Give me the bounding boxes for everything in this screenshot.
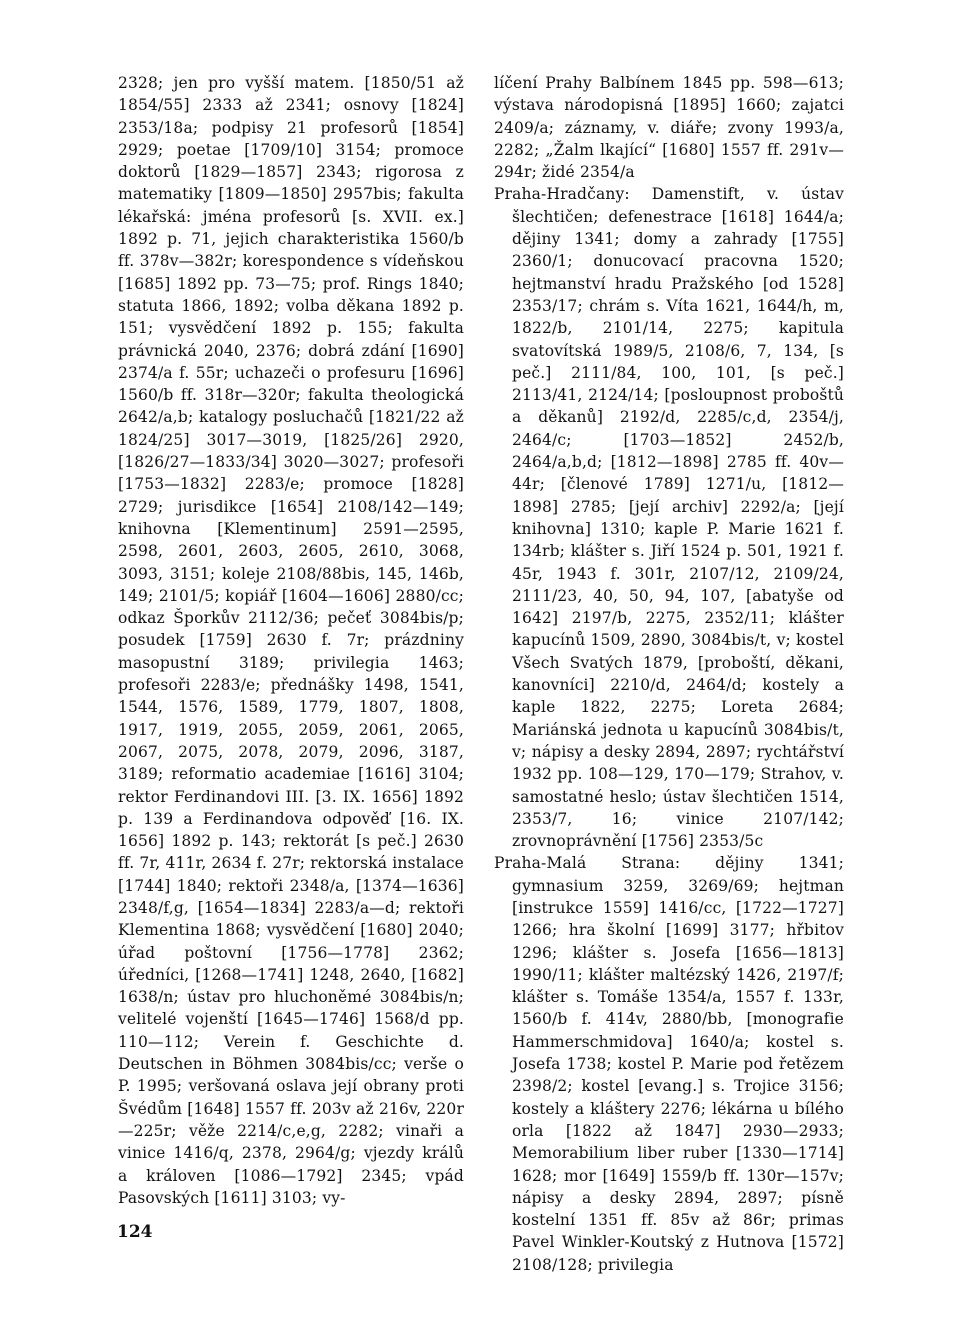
index-paragraph: líčení Prahy Balbínem 1845 pp. 598—613; výstava národopisná [1895] 1660; zajatci 2409/a; záznamy, v. diáře; zvony 1993/a, 2282; „Žalm lkající“ [1680] 1557 ff. 291v—294r; židé 2354/a [494, 74, 844, 182]
index-entry-mala-strana: Praha-Malá Strana: dějiny 1341; gymnasium 3259, 3269/69; hejtman [instrukce 1559] 1416/cc, [1722—1727] 1266; hra školní [1699] 3177; hřbitov 1296; klášter s. Josefa [1656—1813] 1990/11; klášter maltézský 1426, 2197/f; klášter s. Tomáše 1354/a, 1557 f. 133r, 1560/b f. 414v, 2880/bb, [monografie Hammerschmidova] 1640/a; kostel s. Josefa 1738; kostel P. Marie pod řetězem 2398/2; kostel [evang.] s. Trojice 3156; kostely a kláštery 2276; lékárna u bílého orla [1822 až 1847] 2930—2933; Memorabilium liber ruber [1330—1714] 1628; mor [1649] 1559/b ff. 130r—157v; nápisy a desky 2894, 2897; písně kostelní 1351 ff. 85v až 86r; primas Pavel Winkler-Koutský z Hutnova [1572] 2108/128; privilegia [494, 854, 844, 1274]
page-number: 124 [117, 1222, 153, 1242]
left-column [118, 72, 464, 1209]
right-column [494, 72, 844, 1276]
index-entry-hradcany: Praha-Hradčany: Damenstift, v. ústav šlechtičen; defenestrace [1618] 1644/a; dějiny 1341; domy a zahrady [1755] 2360/1; donucovací pracovna 1520; hejtmanství hradu Pražského [od 1528] 2353/17; chrám s. Víta 1621, 1644/h, m, 1822/b, 2101/14, 2275; kapitula svatovítská 1989/5, 2108/6, 7, 134, [s peč.] 2111/84, 100, 101, [s peč.] 2113/41, 2124/14; [posloupnost proboštů a děkanů] 2192/d, 2285/c,d, 2354/j, 2464/c; [1703—1852] 2452/b, 2464/a,b,d; [1812—1898] 2785 ff. 40v—44r; [členové 1789] 1271/u, [1812—1898] 2785; [její archiv] 2292/a; [její knihovna] 1310; kaple P. Marie 1621 f. 134rb; klášter s. Jiří 1524 p. 501, 1921 f. 45r, 1943 f. 301r, 2107/12, 2109/24, 2111/23, 40, 50, 94, 107, [abatyše od 1642] 2197/b, 2275, 2352/11; klášter kapucínů 1509, 2890, 3084bis/t, v; kostel Všech Svatých 1879, [proboští, děkani, kanovníci] 2210/d, 2464/d; kostely a kaple 1822, 2275; Loreta 2684; Mariánská jednota u kapucínů 3084bis/t, v; nápisy a desky 2894, 2897; rychtářství 1932 pp. 108—129, 170—179; Strahov, v. samostatné heslo; ústav šlechtičen 1514, 2353/7, 16; vinice 2107/142; zrovnoprávnění [1756] 2353/5c [494, 185, 844, 851]
index-paragraph: 2328; jen pro vyšší matem. [1850/51 až 1854/55] 2333 až 2341; osnovy [1824] 2353/18a; podpisy 21 profesorů [1854] 2929; poetae [1709/10] 3154; promoce doktorů [1829—1857] 2343; rigorosa z matematiky [1809—1850] 2957bis; fakulta lékařská: jména profesorů [s. XVII. ex.] 1892 p. 71, jejich charakteristika 1560/b ff. 378v—382r; korespondence s vídeňskou [1685] 1892 pp. 73—75; prof. Rings 1840; statuta 1866, 1892; volba děkana 1892 p. 151; vysvědčení 1892 p. 155; fakulta právnická 2040, 2376; dobrá zdání [1690] 2374/a f. 55r; uchazeči o profesuru [1696] 1560/b ff. 318r—320r; fakulta theologická 2642/a,b; katalogy posluchačů [1821/22 až 1824/25] 3017—3019, [1825/26] 2920, [1826/27—1833/34] 3020—3027; profesoři [1753—1832] 2283/e; promoce [1828] 2729; jurisdikce [1654] 2108/142—149; knihovna [Klementinum] 2591—2595, 2598, 2601, 2603, 2605, 2610, 3068, 3093, 3151; koleje 2108/88bis, 145, 146b, 149; 2101/5; kopiář [1604—1606] 2880/cc; odkaz Šporkův 2112/36; pečeť 3084bis/p; posudek [1759] 2630 f. 7r; prázdniny masopustní 3189; privilegia 1463; profesoři 2283/e; přednášky 1498, 1541, 1544, 1576, 1589, 1779, 1807, 1808, 1917, 1919, 2055, 2059, 2061, 2065, 2067, 2075, 2078, 2079, 2096, 3187, 3189; reformatio academiae [1616] 3104; rektor Ferdinandovi III. [3. IX. 1656] 1892 p. 139 a Ferdinandova odpověď [16. IX. 1656] 1892 p. 143; rektorát [s peč.] 2630 ff. 7r, 411r, 2634 f. 27r; rektorská instalace [1744] 1840; rektoři 2348/a, [1374—1636] 2348/f,g, [1654—1834] 2283/a—d; rektoři Klementina 1868; vysvědčení [1680] 2040; úřad poštovní [1756—1778] 2362; úředníci, [1268—1741] 1248, 2640, [1682] 1638/n; ústav pro hluchoněmé 3084bis/n; velitelé vojenští [1645—1746] 1568/d pp. 110—112; Verein f. Geschichte d. Deutschen in Böhmen 3084bis/cc; verše o P. 1995; veršovaná oslava její obrany proti Švédům [1648] 1557 ff. 203v až 216v, 220r—225r; věže 2214/c,e,g, 2282; vinaři a vinice 1416/q, 2378, 2964/g; vjezdy králů a královen [1086—1792] 2345; vpád Pasovských [1611] 3103; vy- [118, 74, 464, 1207]
